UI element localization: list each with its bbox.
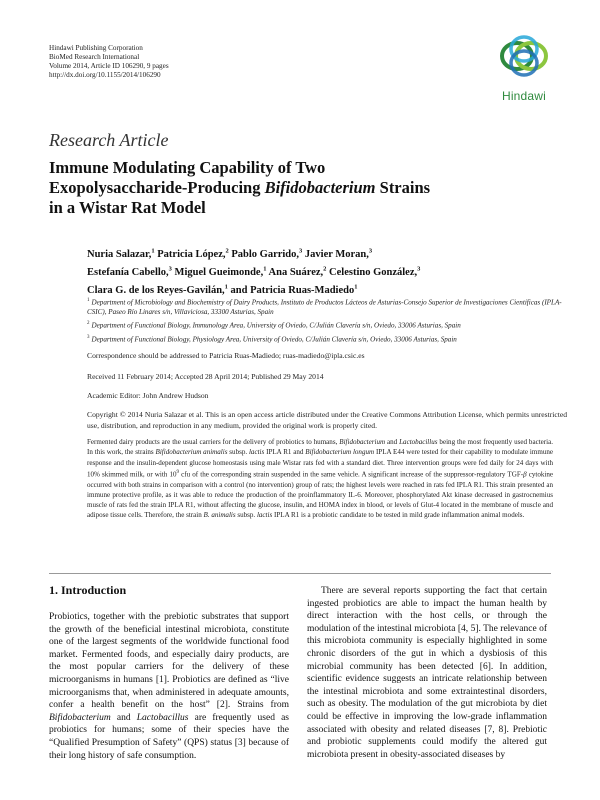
hindawi-logo bbox=[494, 30, 554, 110]
publication-dates: Received 11 February 2014; Accepted 28 April 2014; Published 29 May 2014 bbox=[87, 372, 324, 381]
logo-wordmark: Hindawi bbox=[501, 89, 547, 103]
title-text: in a Wistar Rat Model bbox=[49, 198, 206, 217]
header-line: Hindawi Publishing Corporation bbox=[49, 44, 143, 52]
title-italic: Bifidobacterium bbox=[264, 178, 376, 197]
intro-paragraph: Probiotics, together with the prebiotic substrates that support the growth of the beneficial intestinal microbiota, constitute one of the largest segments of the worldwide functional food market. Fermented foods, and especially dairy products, are the most popular carriers for the delivery of these microorganisms in humans [1]. Probiotics are defined as “live microorganisms that, when administered in adequate amounts, confer a health benefit on the host” [2]. Strains from Bifidobacterium and Lactobacillus are frequently used as probiotics for humans; some of their species have the “Qualified Presumption of Safety” (QPS) status [3] because of their long history of safe consumption. bbox=[49, 612, 289, 761]
author[interactable]: Pablo Garrido,$^3$ bbox=[231, 247, 303, 260]
title-text: Exopolysaccharide-Producing bbox=[49, 178, 265, 197]
abstract: Fermented dairy products are the usual carriers for the delivery of probiotics to humans, Bifidobacterium and Lactobacillus being the most frequently used bacteria. In this work, the strains Bifidobacterium animalis subsp. lactis IPLA R1 and Bifidobacterium longum IPLA E44 were tested for their capability to modulate immune response and the insulin-dependent glucose homeostasis using male Wistar rats fed with a standard diet. Three intervention groups were fed daily for 24 days with 10% skimmed milk, or with $10^9$ cfu of the corresponding strain suspended in the same vehicle. A significant increase of the suppressor-regulatory TGF-β cytokine occurred with both strains in comparison with a control (no intervention) group of rats; the highest levels were reached in rats fed IPLA R1. This strain presented an immune protective profile, as it was able to reduce the production of the proinflammatory IL-6. Moreover, phosphorylated Akt kinase decreased in gastrocnemius muscle of rats fed the strain IPLA R1, without affecting the glucose, insulin, and HOMA index in blood, or levels of Glut-4 located in the membrane of muscle and adipose tissue cells. Therefore, the strain B. animalis subsp. lactis IPLA R1 is a probiotic candidate to be tested in mild grade inflammation animal models. bbox=[87, 438, 553, 520]
section-heading: 1. Introduction bbox=[49, 583, 127, 597]
author[interactable]: Javier Moran,$^3$ bbox=[304, 247, 373, 260]
academic-editor: Academic Editor: John Andrew Hudson bbox=[87, 391, 209, 400]
section-divider bbox=[49, 573, 551, 574]
title-text: Immune Modulating Capability of Two bbox=[49, 158, 326, 177]
journal-header bbox=[49, 44, 169, 80]
author[interactable]: Nuria Salazar,$^1$ bbox=[87, 247, 155, 260]
hindawi-logo-icon bbox=[494, 30, 554, 88]
author[interactable]: Celestino González,$^3$ bbox=[329, 265, 421, 278]
correspondence: Correspondence should be addressed to Patricia Ruas-Madiedo; ruas-madiedo@ipla.csic.es bbox=[87, 351, 365, 360]
author[interactable]: Ana Suárez,$^2$ bbox=[268, 265, 327, 278]
article-type: Research Article bbox=[49, 130, 169, 150]
intro-paragraph: There are several reports supporting the fact that certain ingested probiotics are able to impact the human health by direct interaction with the host cells, or through the modulation of the intestinal microbiota [4, 5]. The relevance of this microbiota community is especially highlighted in some chronic disorders of the gut in which a dysbiosis of this microbial community has been detected [6]. In addition, scientific evidence suggests an intricate relationship between the intestinal microbiota and some extraintestinal disorders, such as obesity. The modulation of the gut microbiota by diet could be effective in improving the low-grade inflammation associated with obesity and related diseases [7, 8]. Prebiotic and probiotic supplements could modify the altered gut microbiota present in obesity-associated diseases by bbox=[307, 586, 547, 760]
copyright-notice: Copyright © 2014 Nuria Salazar et al. This is an open access article distributed under the Creative Commons Attribution License, which permits unrestricted use, distribution, and reproduction in any medium, provided the original work is properly cited. bbox=[87, 410, 567, 430]
article-title bbox=[49, 158, 569, 218]
affiliations bbox=[87, 296, 567, 347]
affiliation: $^2$ Department of Functional Biology, Immunology Area, University of Oviedo, C/Julián Clavería s/n, Oviedo, 33006 Asturias, Spain bbox=[87, 321, 461, 330]
title-text: Strains bbox=[375, 178, 431, 197]
doi-link[interactable]: http://dx.doi.org/10.1155/2014/106290 bbox=[49, 70, 161, 79]
author[interactable]: and Patricia Ruas-Madiedo$^1$ bbox=[230, 283, 358, 296]
author[interactable]: Miguel Gueimonde,$^1$ bbox=[174, 265, 267, 278]
author[interactable]: Estefanía Cabello,$^3$ bbox=[87, 265, 172, 278]
affiliation: $^1$ Department of Microbiology and Biochemistry of Dairy Products, Instituto de Productos Lácteos de Asturias-Consejo Superior de Investigaciones Científicas (IPLA-CSIC), Paseo Río Linares s/n, Villaviciosa, 33300 Asturias, Spain bbox=[87, 298, 562, 316]
header-line: BioMed Research International bbox=[49, 52, 140, 61]
affiliation: $^3$ Department of Functional Biology, Physiology Area, University of Oviedo, C/Julián Clavería s/n, Oviedo, 33006 Asturias, Spain bbox=[87, 335, 457, 344]
author[interactable]: Clara G. de los Reyes-Gavilán,$^1$ bbox=[87, 283, 228, 296]
author-list bbox=[87, 244, 567, 298]
header-line: Volume 2014, Article ID 106290, 9 pages bbox=[49, 61, 169, 70]
author[interactable]: Patricia López,$^2$ bbox=[157, 247, 229, 260]
